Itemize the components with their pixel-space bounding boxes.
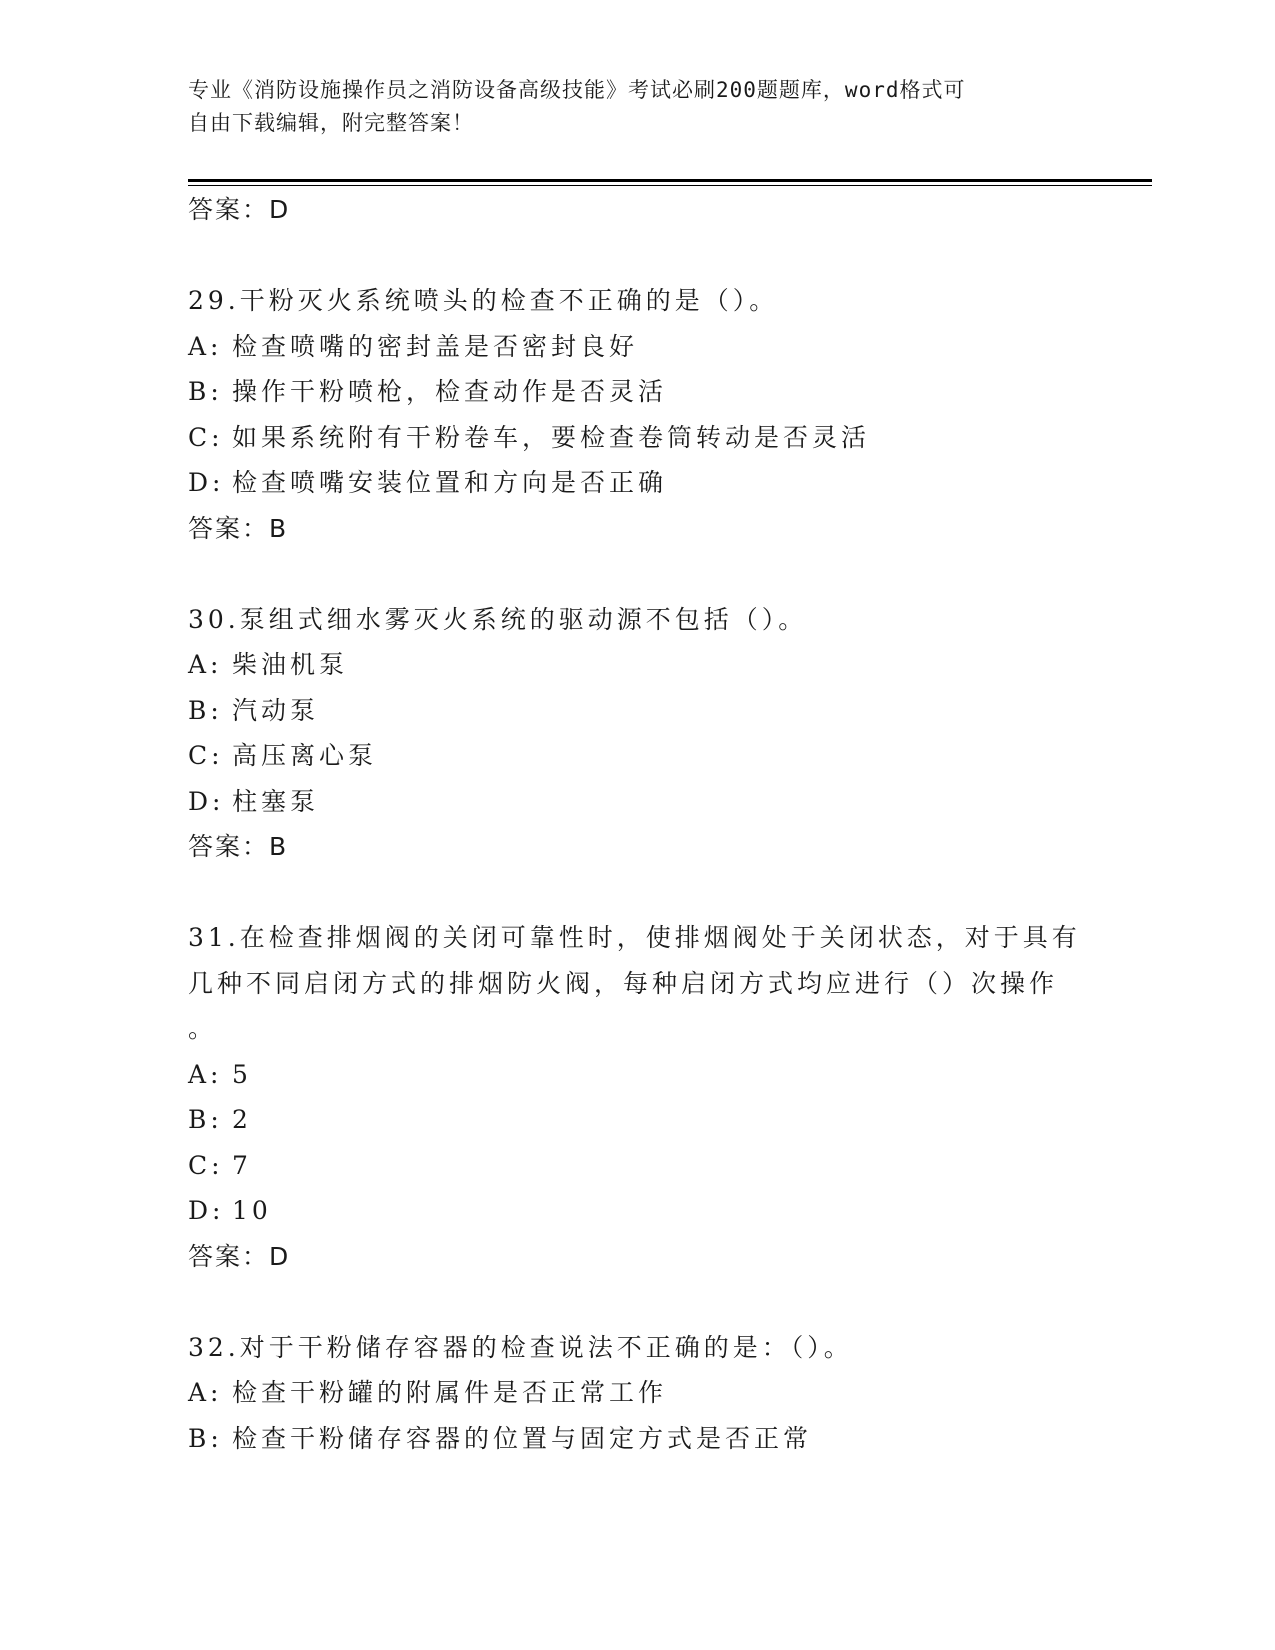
header-line-2: 自由下载编辑，附完整答案！	[188, 111, 474, 135]
answer: 答案：B	[188, 513, 289, 543]
header-line-1: 专业《消防设施操作员之消防设备高级技能》考试必刷200题题库，word格式可	[188, 78, 966, 102]
spacer	[188, 233, 1088, 279]
option-a: A: 检查干粉罐的附属件是否正常工作	[188, 1378, 668, 1407]
option-c: C: 如果系统附有干粉卷车，要检查卷筒转动是否灵活	[188, 422, 871, 452]
option-d: D: 检查喷嘴安装位置和方向是否正确	[188, 468, 668, 497]
question-stem-line-3: 。	[188, 1014, 218, 1043]
document-body	[188, 187, 1088, 1461]
answer: 答案：B	[188, 832, 289, 861]
previous-answer: 答案：D	[188, 195, 291, 224]
header-rule-thin	[188, 185, 1152, 186]
question-stem: 32.对于干粉储存容器的检查说法不正确的是：（）。	[188, 1332, 853, 1362]
option-d: D: 柱塞泵	[188, 786, 320, 816]
option-d: D: 10	[188, 1196, 272, 1225]
option-a: A: 检查喷嘴的密封盖是否密封良好	[188, 331, 639, 361]
option-b: B: 汽动泵	[188, 695, 320, 725]
question-32	[188, 1325, 1088, 1462]
spacer	[188, 551, 1088, 597]
answer: 答案：D	[188, 1241, 291, 1271]
question-31	[188, 915, 1088, 1279]
option-c: C: 高压离心泵	[188, 741, 378, 770]
spacer	[188, 1279, 1088, 1325]
option-a: A: 5	[188, 1059, 252, 1089]
question-stem: 30.泵组式细水雾灭火系统的驱动源不包括（）。	[188, 604, 808, 634]
option-c: C: 7	[188, 1150, 252, 1180]
option-b: B: 操作干粉喷枪，检查动作是否灵活	[188, 377, 668, 406]
question-stem-line-2: 几种不同启闭方式的排烟防火阀，每种启闭方式均应进行（）次操作	[188, 968, 1059, 998]
question-30	[188, 597, 1088, 870]
document-header	[188, 74, 1088, 140]
header-rule-thick	[188, 179, 1152, 182]
question-stem: 29.干粉灭火系统喷头的检查不正确的是（）。	[188, 286, 779, 315]
option-a: A: 柴油机泵	[188, 650, 349, 679]
question-29	[188, 278, 1088, 551]
question-stem-line-1: 31.在检查排烟阀的关闭可靠性时，使排烟阀处于关闭状态，对于具有	[188, 923, 1081, 952]
option-b: B: 2	[188, 1105, 252, 1134]
option-b: B: 检查干粉储存容器的位置与固定方式是否正常	[188, 1423, 813, 1453]
spacer	[188, 870, 1088, 916]
